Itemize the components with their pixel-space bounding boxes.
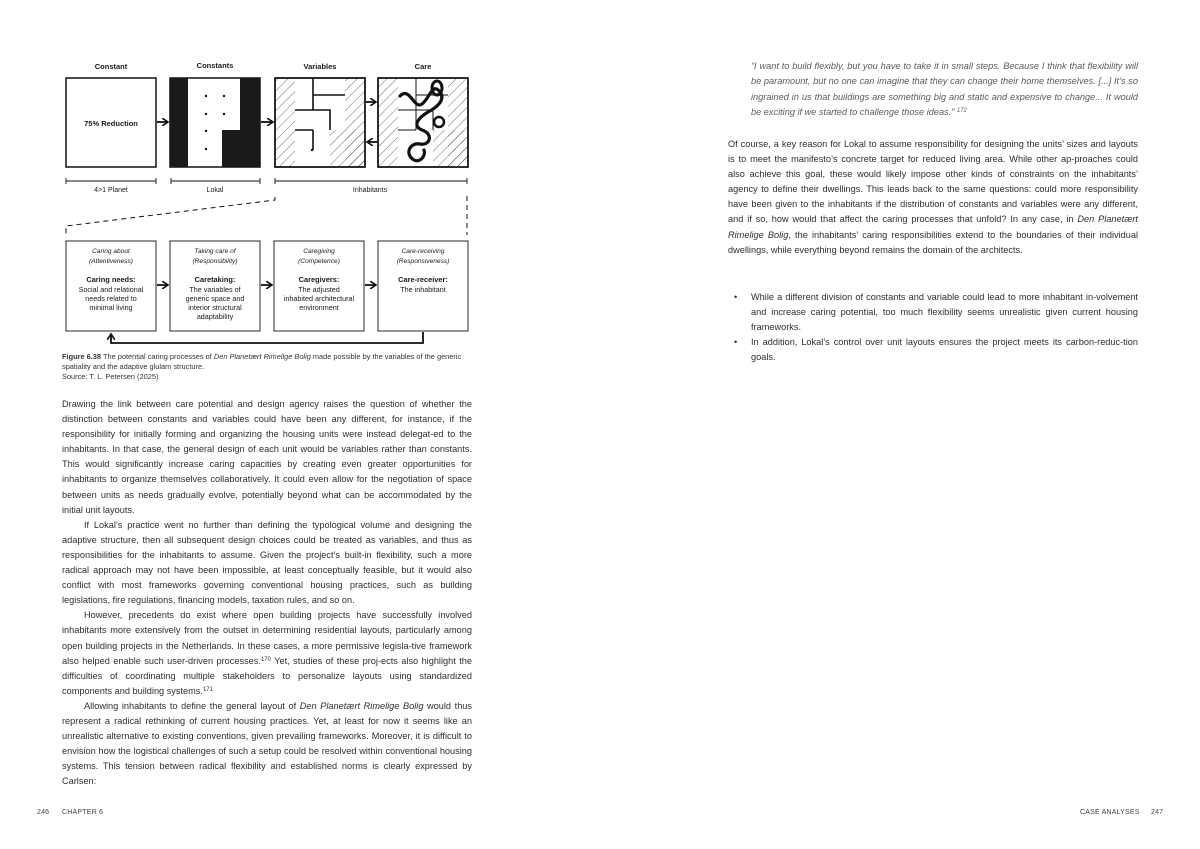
care-box-1-sub1: Caring about bbox=[92, 248, 130, 255]
footnote-ref-172: 172 bbox=[956, 107, 967, 114]
quote-text: “I want to build flexibly, but you have to take it in small steps. Because I think that flexibility will be paramount, but no one can imagine that they can change their home themselves. [...] It’s so ingrained in us that buildings are something big and static and expensive to change... It would be exciting if we started to challenge those ideas.” bbox=[751, 61, 1138, 117]
care-box-2-sub2: (Responsibility) bbox=[192, 258, 238, 265]
care-box-3-line: environment bbox=[299, 303, 339, 312]
constants-box bbox=[170, 78, 260, 167]
care-box-1-title: Caring needs: bbox=[86, 275, 136, 284]
bracket-label-lokal: Lokal bbox=[206, 187, 224, 194]
footnote-ref-170: 170 bbox=[260, 656, 271, 663]
right-body-text bbox=[728, 137, 1138, 258]
header-care: Care bbox=[414, 62, 432, 71]
footnote-ref-171: 171 bbox=[202, 686, 213, 693]
care-box-2-line: interior structural bbox=[188, 303, 242, 312]
paragraph-4 bbox=[62, 699, 472, 790]
header-variables: Variables bbox=[303, 62, 337, 71]
bullet-marker: • bbox=[734, 337, 738, 348]
care-box-1-line: Social and relational bbox=[78, 285, 144, 294]
care-box-4-line: The inhabitant bbox=[400, 285, 446, 294]
care-process-diagram bbox=[0, 0, 600, 350]
dashed-connector-left bbox=[66, 197, 275, 235]
care-box-3-line: inhabited architectural bbox=[283, 294, 355, 303]
constant-box-label: 75% Reduction bbox=[84, 119, 138, 128]
bullet-item bbox=[728, 335, 1138, 365]
bullet-text: While a different division of constants and variable could lead to more inhabitant in-volvement and increase caring potential, too much flexibility seems unrealistic given current housing frameworks. bbox=[751, 292, 1138, 333]
figure-label: Figure 6.38 bbox=[62, 352, 102, 361]
care-box-3-sub1: Caregiving bbox=[303, 248, 335, 255]
bullet-marker: • bbox=[734, 292, 738, 302]
care-box-4-sub1: Care-receiving bbox=[401, 248, 445, 255]
right-paragraph-1-text-a: Of course, a key reason for Lokal to assume responsibility for designing the units’ sizes and layouts is to meet the manifesto’s concrete target for reduced living area. While other ap-proaches could also achieve this goal, these would likely impose other kinds of constraints on the inhabitants’ agency to define their dwellings. This leads back to the same questions: could more responsibility have been given to the inhabitants if the distribution of constants and variables were any different, and if so, how would that affect the caring processes that unfold? In any case, in bbox=[728, 139, 1138, 225]
bullet-list bbox=[728, 290, 1138, 365]
right-paragraph-1 bbox=[728, 137, 1138, 258]
header-constant: Constant bbox=[94, 62, 128, 71]
feedback-loop-arrow bbox=[111, 332, 423, 343]
caption-text-before: The potential caring processes of bbox=[101, 352, 214, 361]
care-box-1-sub2: (Attentiveness) bbox=[89, 258, 133, 265]
care-box-2-title: Caretaking: bbox=[194, 275, 236, 284]
bullet-text: In addition, Lokal’s control over unit layouts ensures the project meets its carbon-reduc-tion goals. bbox=[751, 337, 1138, 363]
paragraph-3-text-b: Yet, studies of these proj-ects also highlight the difficulties of coordinating multiple stakeholders to personalize layouts using standardized components and building systems. bbox=[62, 655, 472, 696]
paragraph-4-text-a: Allowing inhabitants to define the general layout of bbox=[84, 700, 300, 711]
paragraph-3-text-a: However, precedents do exist where open building projects have successfully involved inhabitants more extensively from the outset in determining residential layouts, particularly among open building projects in the Netherlands. In these cases, a more permissive legisla-tive framework also helped enable such user-driven processes. bbox=[62, 610, 472, 666]
bracket-inhabitants bbox=[275, 178, 467, 184]
bracket-label-planet: 4>1 Planet bbox=[94, 187, 128, 194]
care-box-2-line: The variables of bbox=[189, 285, 241, 294]
paragraph-2: If Lokal’s practice went no further than defining the typological volume and designing the adaptive structure, then all subsequent design choices could be treated as variables, and thus as responsibilities for the inhabitants to assume. Given the project’s built-in flexibility, such a more radical approach may not have been impossible, at least conceptually feasible, but it would also conflict with most frameworks governing conventional housing practices, such as building legislations, fire regulations, financing models, taxation rules, and so on. bbox=[62, 519, 472, 606]
care-box-3-title: Caregivers: bbox=[298, 275, 340, 284]
paragraph-4-italic: Den Planetært Rimelige Bolig bbox=[299, 700, 424, 711]
left-running-footer: CHAPTER 6 bbox=[62, 809, 104, 816]
care-box-3-sub2: (Competence) bbox=[298, 258, 340, 265]
bracket-planet bbox=[66, 178, 156, 184]
paragraph-3 bbox=[62, 608, 472, 699]
care-box-2-line: generic space and bbox=[185, 294, 245, 303]
block-quote bbox=[751, 59, 1138, 120]
care-box-1-line: minimal living bbox=[89, 303, 133, 312]
care-box-2-text bbox=[186, 248, 245, 321]
bullet-item bbox=[728, 290, 1138, 335]
right-running-footer: CASE ANALYSES bbox=[1080, 809, 1140, 816]
right-page-number: 247 bbox=[1151, 809, 1164, 816]
right-paragraph-1-italic: Den Planetært Rimelige Bolig bbox=[728, 214, 1138, 240]
figure-source: Source: T. L. Petersen (2025) bbox=[62, 372, 159, 381]
care-box bbox=[378, 78, 468, 167]
left-body-text bbox=[62, 397, 472, 789]
left-page-number: 246 bbox=[37, 809, 50, 816]
care-box-1-line: needs related to bbox=[85, 294, 137, 303]
bracket-lokal bbox=[171, 178, 260, 184]
right-paragraph-1-text-b: , the inhabitants’ caring responsibilities extend to the boundaries of their individual dwellings, while everything beyond remains the domain of the architects. bbox=[728, 229, 1138, 255]
care-box-3-line: The adjusted bbox=[298, 285, 340, 294]
variables-box bbox=[275, 78, 365, 167]
figure-caption bbox=[62, 352, 474, 382]
care-box-2-sub1: Taking care of bbox=[194, 248, 236, 255]
paragraph-1: Drawing the link between care potential and design agency raises the question of whether the distinction between constants and variables could have been any different, for instance, if the responsibility for initially forming and organizing the housing units were instead delegat-ed to the inhabitants. In that case, the general design of each unit would be variables rather than constants. This would significantly increase caring capacities by creating even greater opportunities for inhabitants to organize themselves collaboratively. It could even allow for the negotiation of space between units as needs gradually evolve, potentially beyond what can be accommodated by the initial unit layouts. bbox=[62, 399, 472, 515]
paragraph-4-text-b: would thus represent a radical rethinking of current housing practices. Yet, at least for now it seems like an unrealistic alternative to existing conventions, given prevailing frameworks. Moreover, it is difficult to envision how the logistical challenges of such a setup could be resolved within conventional housing systems. This tension between radical flexibility and established norms is clearly expressed by Carlsen: bbox=[62, 700, 473, 787]
header-constants: Constants bbox=[196, 61, 234, 70]
care-box-4-title: Care-receiver: bbox=[398, 275, 448, 284]
caption-italic-title: Den Planetært Rimelige Bolig bbox=[213, 352, 311, 361]
caption-text-after: made possible by the variables of the generic spatiality and the adaptive glulam structure. bbox=[62, 352, 462, 371]
bracket-label-inhabitants: Inhabitants bbox=[352, 187, 388, 194]
care-box-4-sub2: (Responsiveness) bbox=[396, 258, 450, 265]
care-box-2-line: adaptability bbox=[196, 312, 234, 321]
